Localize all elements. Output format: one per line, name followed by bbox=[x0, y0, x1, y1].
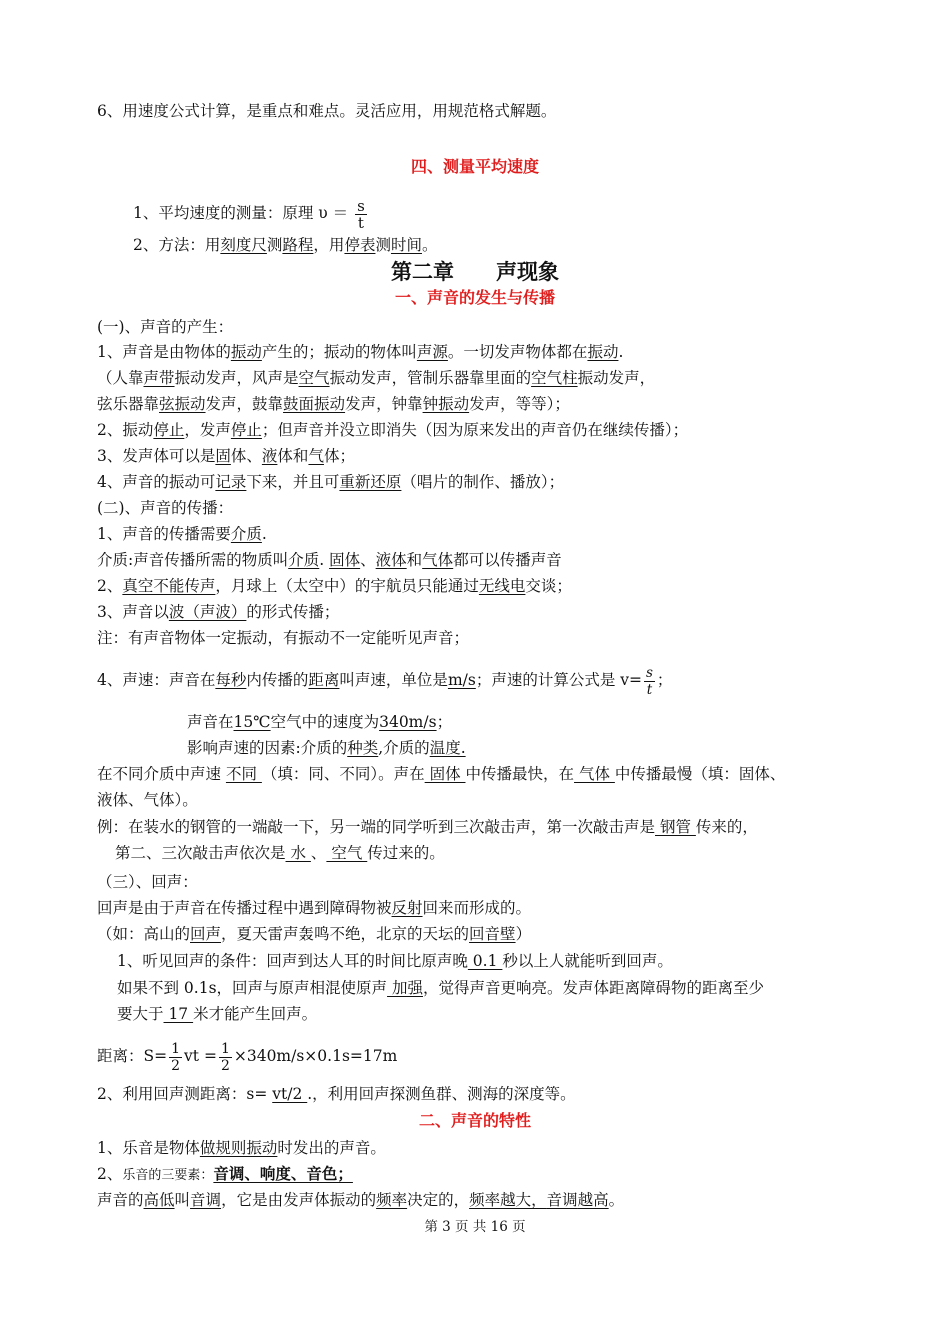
text: 1、平均速度的测量：原理 υ ＝ bbox=[133, 204, 349, 222]
paragraph-line: 液体、气体）。 bbox=[97, 791, 198, 809]
paragraph-line: 2、振动停止，发声停止；但声音并没立即消失（因为原来发出的声音仍在继续传播）； bbox=[97, 421, 689, 439]
paragraph-line: 例：在装水的钢管的一端敲一下，另一端的同学听到三次敲击声，第一次敲击声是 钢管 传来的， bbox=[97, 818, 758, 836]
paragraph-line: 2、真空不能传声，月球上（太空中）的宇航员只能通过无线电交谈； bbox=[97, 577, 572, 595]
heading-text: 四、测量平均速度 bbox=[410, 157, 539, 176]
paragraph-line: 注：有声音物体一定振动，有振动不一定能听见声音； bbox=[97, 629, 470, 647]
paragraph-line: 介质:声音传播所需的物质叫介质. 固体、液体和气体都可以传播声音 bbox=[97, 551, 562, 569]
fraction: $\frac{1}{2}$ bbox=[220, 1040, 230, 1074]
paragraph-line: 弦乐器靠弦振动发声，鼓靠鼓面振动发声，钟靠钟振动发声，等等）； bbox=[97, 395, 570, 413]
paragraph-line: 4、声速：声音在每秒内传播的距离叫声速，单位是m/s；声速的计算公式是 v= $\frac{s}{t}$ ； bbox=[97, 664, 673, 698]
fraction: $\frac{s}{t}$ bbox=[645, 664, 653, 698]
paragraph-line: 2、方法：用刻度尺测路程，用停表测时间。 bbox=[133, 236, 438, 254]
paragraph-line: 2、利用回声测距离：s= vt/2 .，利用回声探测鱼群、测海的深度等。 bbox=[97, 1085, 576, 1103]
paragraph-line: 回声是由于声音在传播过程中遇到障碍物被反射回来而形成的。 bbox=[97, 899, 532, 917]
paragraph-line: 声音的高低叫音调，它是由发声体振动的频率决定的，频率越大，音调越高。 bbox=[97, 1191, 625, 1209]
paragraph-line: 声音在15℃空气中的速度为340m/s； bbox=[187, 713, 453, 731]
paragraph-line: 4、声音的振动可记录下来，并且可重新还原（唱片的制作、播放）； bbox=[97, 473, 565, 491]
paragraph-line: 3、声音以波（声波）的形式传播； bbox=[97, 603, 340, 621]
text: 6、用速度公式计算，是重点和难点。灵活应用，用规范格式解题。 bbox=[97, 102, 557, 120]
paragraph-line bbox=[97, 101, 556, 121]
paragraph-line: 1、乐音是物体做规则振动时发出的声音。 bbox=[97, 1139, 386, 1157]
section-heading bbox=[0, 157, 950, 177]
section-heading: 一、声音的发生与传播 bbox=[394, 288, 555, 307]
formula-line bbox=[133, 193, 369, 233]
paragraph-line: （三）、回声： bbox=[97, 873, 198, 891]
paragraph-line: 影响声速的因素:介质的种类,介质的温度. bbox=[187, 739, 466, 757]
page-footer: 第 3 页 共 16 页 bbox=[424, 1219, 526, 1235]
paragraph-line: 要大于 17 米才能产生回声。 bbox=[117, 1005, 318, 1023]
paragraph-line: 第二、三次敲击声依次是 水 、 空气 传过来的。 bbox=[115, 844, 445, 862]
chapter-title: 第二章 声现象 bbox=[391, 260, 559, 284]
fraction: $\frac{1}{2}$ bbox=[171, 1040, 181, 1074]
paragraph-line: 2、乐音的三要素：音调、响度、音色； bbox=[97, 1164, 353, 1183]
section-heading: 二、声音的特性 bbox=[418, 1111, 531, 1130]
paragraph-line: 1、声音的传播需要介质. bbox=[97, 525, 267, 543]
paragraph-line: (一)、声音的产生： bbox=[97, 318, 234, 336]
paragraph-line: 3、发声体可以是固体、液体和气体； bbox=[97, 447, 355, 465]
paragraph-line: 1、听见回声的条件：回声到达人耳的时间比原声晚 0.1 秒以上人就能听到回声。 bbox=[117, 952, 673, 970]
paragraph-line: 如果不到 0.1s，回声与原声相混使原声 加强，觉得声音更响亮。发声体距离障碍物的距离至少 bbox=[117, 979, 764, 997]
paragraph-line: 在不同介质中声速 不同 （填：同、不同）。声在 固体 中传播最快，在 气体 中传播最慢（填：固体、 bbox=[97, 765, 786, 783]
paragraph-line: （人靠声带振动发声，风声是空气振动发声，管制乐器靠里面的空气柱振动发声， bbox=[97, 369, 656, 387]
formula-line: 距离：S= $\frac{1}{2}$ vt = $\frac{1}{2}$ ×340m/s×0.1s=17m bbox=[97, 1040, 398, 1074]
paragraph-line: （如：高山的回声，夏天雷声轰鸣不绝，北京的天坛的回音壁） bbox=[97, 925, 532, 943]
paragraph-line: (二)、声音的传播： bbox=[97, 499, 234, 517]
fraction: $\frac{s}{t}$ bbox=[357, 196, 365, 232]
paragraph-line: 1、声音是由物体的振动产生的；振动的物体叫声源。一切发声物体都在振动. bbox=[97, 343, 624, 361]
